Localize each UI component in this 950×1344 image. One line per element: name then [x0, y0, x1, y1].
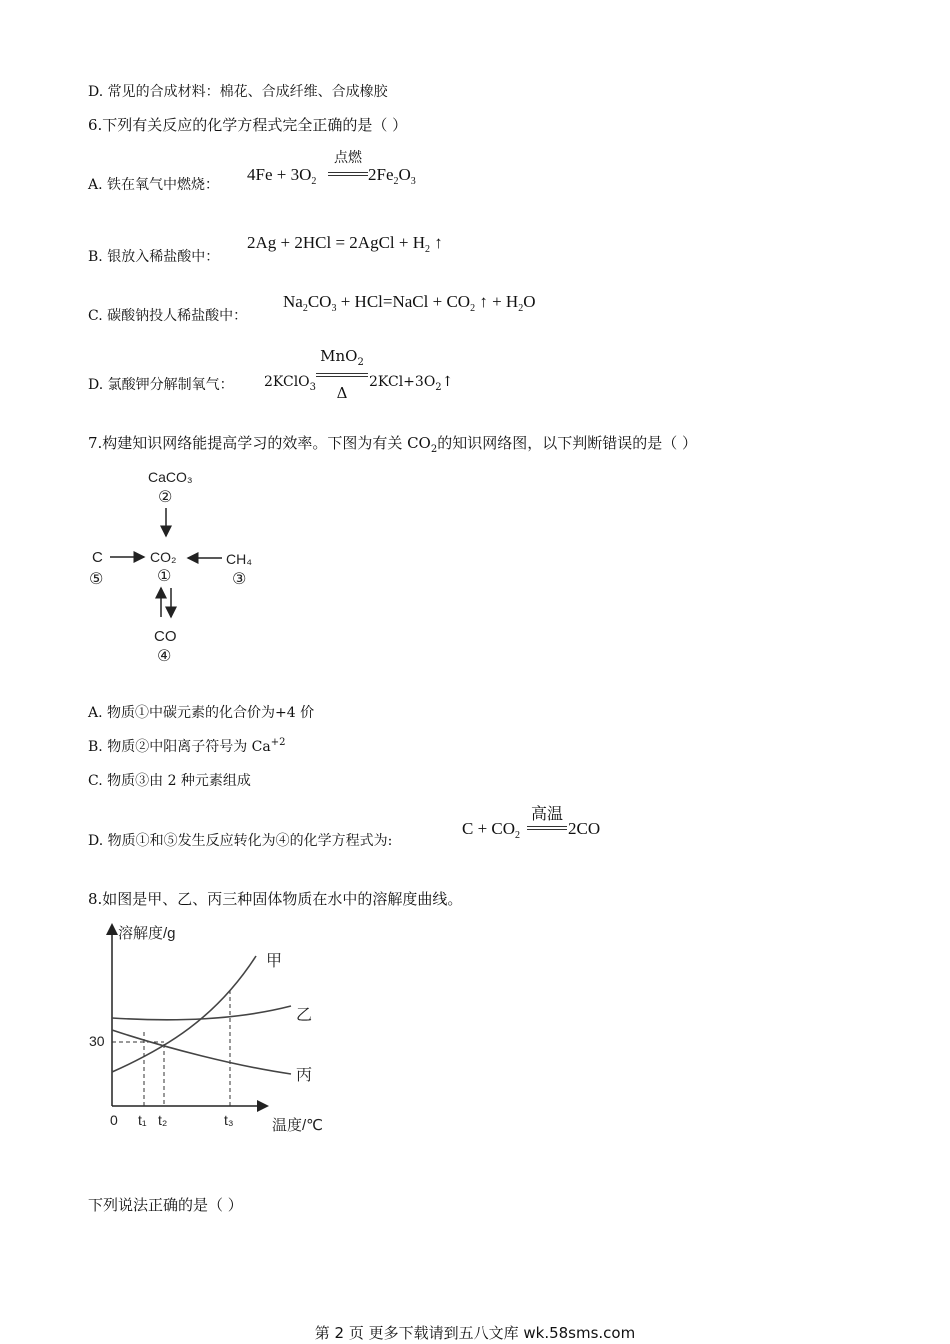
q6-option-b-label: B. 银放入稀盐酸中：	[88, 249, 220, 265]
node-caco3-number: ②	[158, 489, 173, 506]
page-footer: 第 2 页 更多下载请到五八文库 wk.58sms.com	[314, 1324, 636, 1342]
q6-option-a-right: $2Fe_2O_3$	[368, 165, 416, 187]
node-caco3: CaCO₃	[148, 469, 193, 485]
q7-option-d-right: 2CO	[568, 819, 601, 838]
q6-option-c-label: C. 碳酸钠投人稀盐酸中：	[88, 308, 248, 324]
q7-option-c: C. 物质③由 2 种元素组成	[88, 773, 251, 789]
q6-option-d-right: $2KCl+3O_2↑$	[369, 374, 454, 393]
q7-option-d-equals	[527, 826, 567, 830]
q7-option-b: B. 物质②中阳离子符号为 $Ca^{+2}$	[88, 737, 286, 755]
curve-yi-label: 乙	[296, 1007, 313, 1024]
curve-jia-label: 甲	[266, 953, 283, 970]
q7-option-d-condition: 高温	[530, 804, 563, 823]
q6-option-a-label: A. 铁在氧气中燃烧：	[88, 177, 220, 193]
q7-option-d-left: $C + CO_2$	[462, 819, 521, 841]
q6-option-c-equation: $Na_2CO_3$ + HCl=NaCl + $CO_2$ ↑ + $H_2O$	[283, 292, 536, 314]
q8-followup: 下列说法正确的是（ ）	[88, 1196, 243, 1214]
prev-option-d: D. 常见的合成材料：棉花、合成纤维、合成橡胶	[88, 84, 388, 100]
curve-jia	[112, 956, 256, 1072]
node-co2-number: ①	[157, 568, 172, 585]
node-ch4: CH₄	[226, 551, 252, 567]
q7-option-a: A. 物质①中碳元素的化合价为+4 价	[88, 705, 315, 721]
node-co2: CO₂	[150, 549, 177, 565]
node-co-number: ④	[157, 648, 172, 665]
solubility-curve-chart	[86, 918, 336, 1140]
q6-option-d-left: 2KClO$_3$	[264, 374, 317, 393]
q6-option-d-label: D. 氯酸钾分解制氧气：	[88, 377, 234, 393]
node-co: CO	[154, 628, 177, 645]
q7-stem: 7.构建知识网络能提高学习的效率。下图为有关 $CO_2$的知识网络图，以下判断错误的是（ ）	[88, 434, 698, 455]
q6-option-a-left: $4Fe + 3O_2$	[247, 165, 317, 187]
x-tick-t2: t₂	[158, 1112, 168, 1128]
x-tick-t1: t₁	[138, 1112, 147, 1128]
node-c: C	[92, 549, 103, 566]
curve-bing	[112, 1030, 291, 1074]
y-tick-30: 30	[89, 1033, 105, 1049]
q6-option-d-catalyst: MnO$_2$	[320, 347, 364, 368]
q8-stem: 8.如图是甲、乙、丙三种固体物质在水中的溶解度曲线。	[88, 890, 463, 908]
q6-option-d-equals	[316, 373, 368, 377]
node-ch4-number: ③	[232, 571, 247, 588]
y-axis-label: 溶解度/g	[118, 925, 176, 942]
node-c-number: ⑤	[89, 571, 104, 588]
co2-knowledge-network-diagram	[86, 462, 276, 672]
x-tick-t3: t₃	[224, 1112, 234, 1128]
q6-option-a-equals	[328, 172, 368, 176]
curve-bing-label: 丙	[296, 1067, 313, 1084]
q6-option-d-heat: Δ	[336, 384, 348, 402]
q6-stem: 6.下列有关反应的化学方程式完全正确的是（ ）	[88, 116, 408, 134]
q7-option-d-label: D. 物质①和⑤发生反应转化为④的化学方程式为:	[88, 833, 393, 849]
x-axis-label: 温度/℃	[272, 1117, 324, 1134]
q6-option-a-condition: 点燃	[334, 150, 362, 166]
q6-option-b-equation: 2Ag + 2HCl = 2AgCl + $H_2$ ↑	[247, 233, 443, 255]
origin-label: 0	[110, 1112, 118, 1128]
